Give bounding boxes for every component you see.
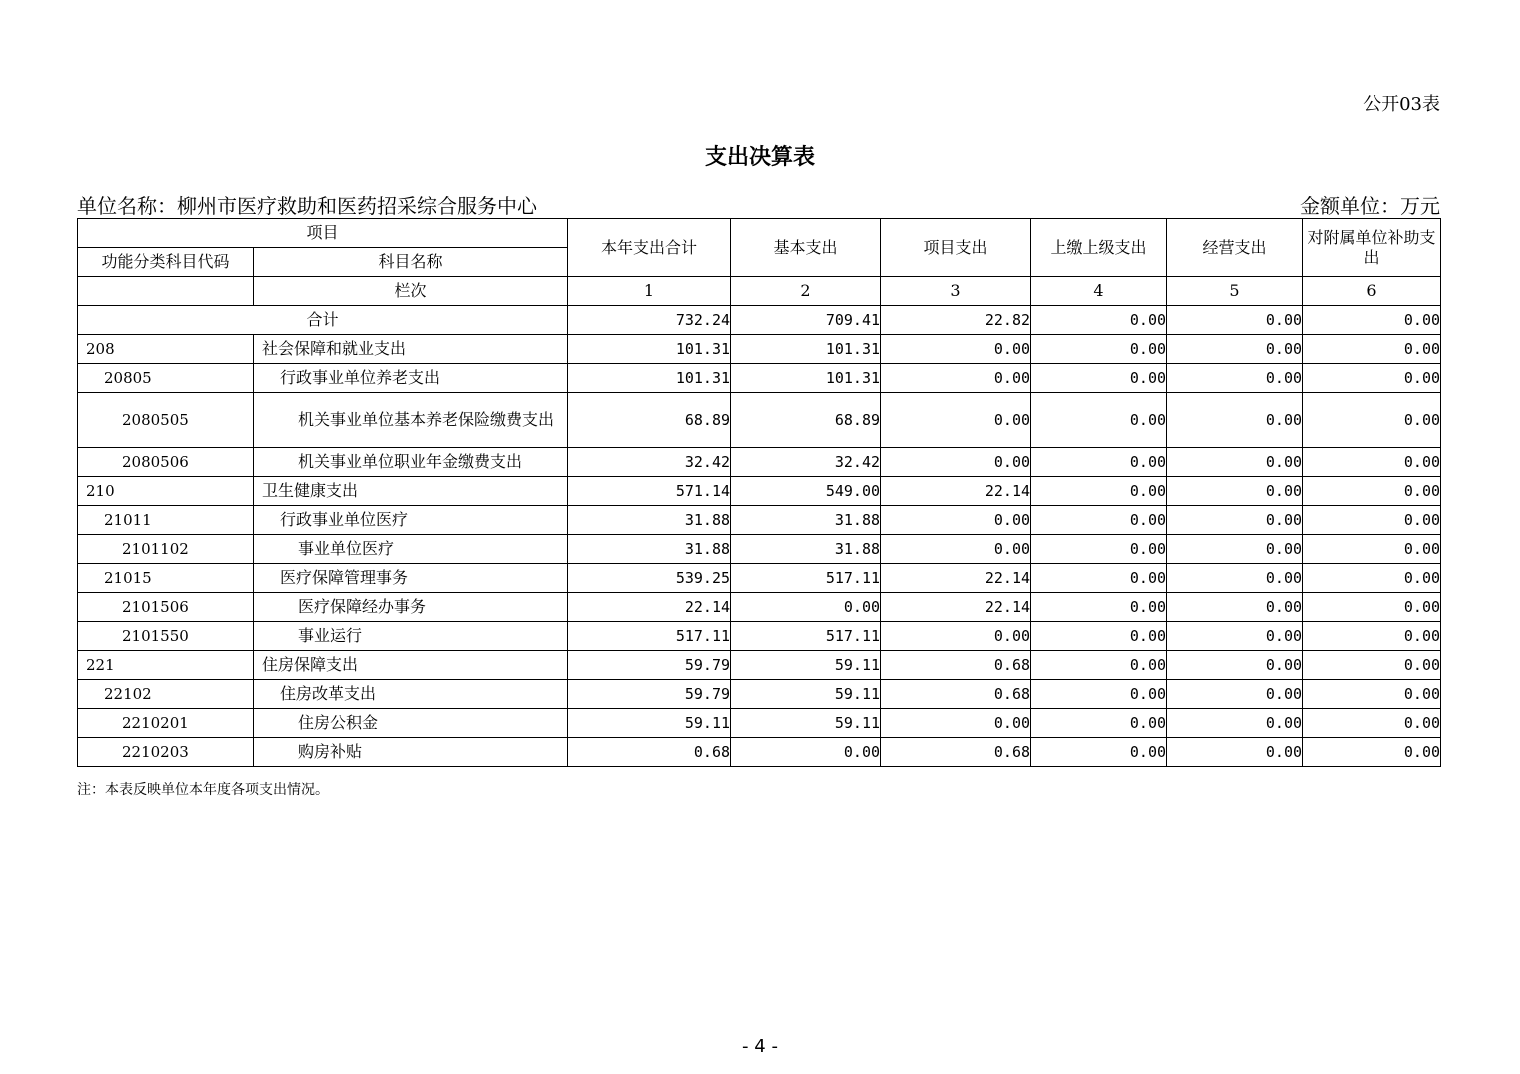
amount-cell: 0.00 <box>881 622 1031 651</box>
subject-code: 21015 <box>78 564 254 593</box>
amount-cell: 22.14 <box>881 593 1031 622</box>
header-col-remit: 上缴上级支出 <box>1031 219 1167 277</box>
amount-cell: 31.88 <box>731 535 881 564</box>
table-row <box>78 709 1441 738</box>
subject-name: 住房改革支出 <box>254 680 568 709</box>
amount-cell: 517.11 <box>568 622 731 651</box>
page-number: - 4 - <box>742 1036 778 1057</box>
amount-cell: 0.68 <box>881 680 1031 709</box>
amount-cell: 0.00 <box>1167 335 1303 364</box>
amount-cell: 0.00 <box>1167 738 1303 767</box>
amount-cell: 22.14 <box>881 564 1031 593</box>
header-code: 功能分类科目代码 <box>78 248 254 277</box>
amount-cell: 0.00 <box>1167 651 1303 680</box>
column-number: 5 <box>1167 277 1303 306</box>
amount-cell: 0.00 <box>1031 709 1167 738</box>
header-col-basic: 基本支出 <box>731 219 881 277</box>
table-row <box>78 564 1441 593</box>
amount-cell: 31.88 <box>568 506 731 535</box>
amount-cell: 0.00 <box>1031 506 1167 535</box>
amount-cell: 0.00 <box>1031 364 1167 393</box>
amount-cell: 68.89 <box>731 393 881 448</box>
header-blank <box>78 277 254 306</box>
amount-cell: 0.00 <box>1303 564 1441 593</box>
amount-cell: 0.00 <box>1303 709 1441 738</box>
column-number: 6 <box>1303 277 1441 306</box>
amount-cell: 31.88 <box>731 506 881 535</box>
subject-code: 2101550 <box>78 622 254 651</box>
amount-cell: 0.00 <box>1167 506 1303 535</box>
amount-cell: 0.00 <box>1303 335 1441 364</box>
subject-name: 行政事业单位医疗 <box>254 506 568 535</box>
table-row <box>78 651 1441 680</box>
table-row <box>78 364 1441 393</box>
header-col-operating: 经营支出 <box>1167 219 1303 277</box>
subject-name: 事业单位医疗 <box>254 535 568 564</box>
total-value: 0.00 <box>1031 306 1167 335</box>
subject-code: 208 <box>78 335 254 364</box>
column-number: 2 <box>731 277 881 306</box>
amount-cell: 0.00 <box>1303 593 1441 622</box>
amount-cell: 59.79 <box>568 651 731 680</box>
amount-cell: 0.00 <box>881 448 1031 477</box>
column-number: 1 <box>568 277 731 306</box>
amount-cell: 0.00 <box>1031 335 1167 364</box>
subject-name: 行政事业单位养老支出 <box>254 364 568 393</box>
form-code: 公开03表 <box>1363 94 1440 115</box>
amount-cell: 0.00 <box>1303 448 1441 477</box>
table-row <box>78 393 1441 448</box>
table-header <box>78 219 1441 306</box>
subject-code: 20805 <box>78 364 254 393</box>
table-row <box>78 738 1441 767</box>
amount-cell: 0.00 <box>1167 564 1303 593</box>
total-value: 709.41 <box>731 306 881 335</box>
amount-cell: 0.00 <box>881 393 1031 448</box>
amount-cell: 59.11 <box>731 709 881 738</box>
amount-cell: 0.00 <box>1031 477 1167 506</box>
table-body <box>78 306 1441 767</box>
amount-cell: 0.00 <box>1167 709 1303 738</box>
header-col-total: 本年支出合计 <box>568 219 731 277</box>
amount-cell: 0.00 <box>1303 622 1441 651</box>
header-name: 科目名称 <box>254 248 568 277</box>
amount-cell: 539.25 <box>568 564 731 593</box>
amount-cell: 0.00 <box>1031 622 1167 651</box>
expenditure-table <box>77 218 1441 767</box>
amount-cell: 0.00 <box>1303 738 1441 767</box>
subject-code: 2080505 <box>78 393 254 448</box>
subject-code: 2080506 <box>78 448 254 477</box>
table-row <box>78 622 1441 651</box>
subject-code: 21011 <box>78 506 254 535</box>
subject-code: 210 <box>78 477 254 506</box>
amount-cell: 0.00 <box>1303 535 1441 564</box>
amount-cell: 0.00 <box>881 709 1031 738</box>
subject-code: 221 <box>78 651 254 680</box>
amount-cell: 0.00 <box>881 506 1031 535</box>
header-col-project: 项目支出 <box>881 219 1031 277</box>
amount-cell: 0.00 <box>1167 535 1303 564</box>
amount-cell: 0.00 <box>1031 535 1167 564</box>
amount-cell: 0.00 <box>1167 364 1303 393</box>
total-value: 22.82 <box>881 306 1031 335</box>
table-row <box>78 535 1441 564</box>
amount-cell: 0.00 <box>1303 477 1441 506</box>
amount-cell: 517.11 <box>731 622 881 651</box>
subject-name: 住房公积金 <box>254 709 568 738</box>
column-number: 3 <box>881 277 1031 306</box>
amount-cell: 59.11 <box>731 651 881 680</box>
subject-name: 机关事业单位基本养老保险缴费支出 <box>254 393 568 448</box>
subject-name: 医疗保障管理事务 <box>254 564 568 593</box>
amount-cell: 0.00 <box>1167 393 1303 448</box>
subject-name: 购房补贴 <box>254 738 568 767</box>
amount-cell: 0.00 <box>1031 564 1167 593</box>
total-row <box>78 306 1441 335</box>
amount-cell: 31.88 <box>568 535 731 564</box>
table-row <box>78 593 1441 622</box>
subject-code: 2210201 <box>78 709 254 738</box>
amount-cell: 0.00 <box>881 335 1031 364</box>
amount-cell: 0.00 <box>731 738 881 767</box>
table-row <box>78 477 1441 506</box>
amount-cell: 0.00 <box>1167 622 1303 651</box>
amount-cell: 101.31 <box>731 335 881 364</box>
subject-code: 2101506 <box>78 593 254 622</box>
amount-cell: 0.68 <box>568 738 731 767</box>
amount-cell: 0.00 <box>1031 738 1167 767</box>
document-title: 支出决算表 <box>704 145 815 170</box>
amount-unit: 金额单位：万元 <box>1300 194 1440 218</box>
subject-name: 社会保障和就业支出 <box>254 335 568 364</box>
column-number: 4 <box>1031 277 1167 306</box>
subject-name: 事业运行 <box>254 622 568 651</box>
table-row <box>78 335 1441 364</box>
amount-cell: 22.14 <box>881 477 1031 506</box>
amount-cell: 0.00 <box>1031 593 1167 622</box>
amount-cell: 0.00 <box>1303 364 1441 393</box>
amount-cell: 0.00 <box>1303 651 1441 680</box>
subject-code: 2210203 <box>78 738 254 767</box>
total-value: 0.00 <box>1167 306 1303 335</box>
subject-name: 医疗保障经办事务 <box>254 593 568 622</box>
amount-cell: 0.00 <box>1303 393 1441 448</box>
subject-code: 2101102 <box>78 535 254 564</box>
table-row <box>78 448 1441 477</box>
amount-cell: 0.00 <box>1167 477 1303 506</box>
amount-cell: 0.00 <box>1303 680 1441 709</box>
table-row <box>78 680 1441 709</box>
amount-cell: 101.31 <box>568 364 731 393</box>
amount-cell: 101.31 <box>731 364 881 393</box>
amount-cell: 549.00 <box>731 477 881 506</box>
amount-cell: 0.00 <box>1031 448 1167 477</box>
subject-name: 机关事业单位职业年金缴费支出 <box>254 448 568 477</box>
amount-cell: 0.00 <box>1167 448 1303 477</box>
amount-cell: 68.89 <box>568 393 731 448</box>
amount-cell: 571.14 <box>568 477 731 506</box>
amount-cell: 101.31 <box>568 335 731 364</box>
amount-cell: 0.00 <box>1031 680 1167 709</box>
amount-cell: 0.00 <box>731 593 881 622</box>
amount-cell: 0.68 <box>881 738 1031 767</box>
table-row <box>78 506 1441 535</box>
amount-cell: 32.42 <box>731 448 881 477</box>
total-label: 合计 <box>78 306 568 335</box>
header-col-subsidy: 对附属单位补助支出 <box>1303 219 1441 277</box>
unit-name: 单位名称：柳州市医疗救助和医药招采综合服务中心 <box>77 194 537 218</box>
amount-cell: 59.11 <box>568 709 731 738</box>
amount-cell: 0.00 <box>1031 651 1167 680</box>
amount-cell: 22.14 <box>568 593 731 622</box>
amount-cell: 32.42 <box>568 448 731 477</box>
amount-cell: 0.00 <box>1031 393 1167 448</box>
subject-name: 卫生健康支出 <box>254 477 568 506</box>
amount-cell: 0.00 <box>1167 593 1303 622</box>
header-project: 项目 <box>78 219 568 248</box>
amount-cell: 0.68 <box>881 651 1031 680</box>
amount-cell: 59.79 <box>568 680 731 709</box>
amount-cell: 0.00 <box>881 364 1031 393</box>
total-value: 0.00 <box>1303 306 1441 335</box>
amount-cell: 0.00 <box>881 535 1031 564</box>
subject-name: 住房保障支出 <box>254 651 568 680</box>
subject-code: 22102 <box>78 680 254 709</box>
total-value: 732.24 <box>568 306 731 335</box>
amount-cell: 59.11 <box>731 680 881 709</box>
header-column-index-label: 栏次 <box>254 277 568 306</box>
amount-cell: 0.00 <box>1303 506 1441 535</box>
table-note: 注：本表反映单位本年度各项支出情况。 <box>77 782 329 798</box>
amount-cell: 0.00 <box>1167 680 1303 709</box>
amount-cell: 517.11 <box>731 564 881 593</box>
